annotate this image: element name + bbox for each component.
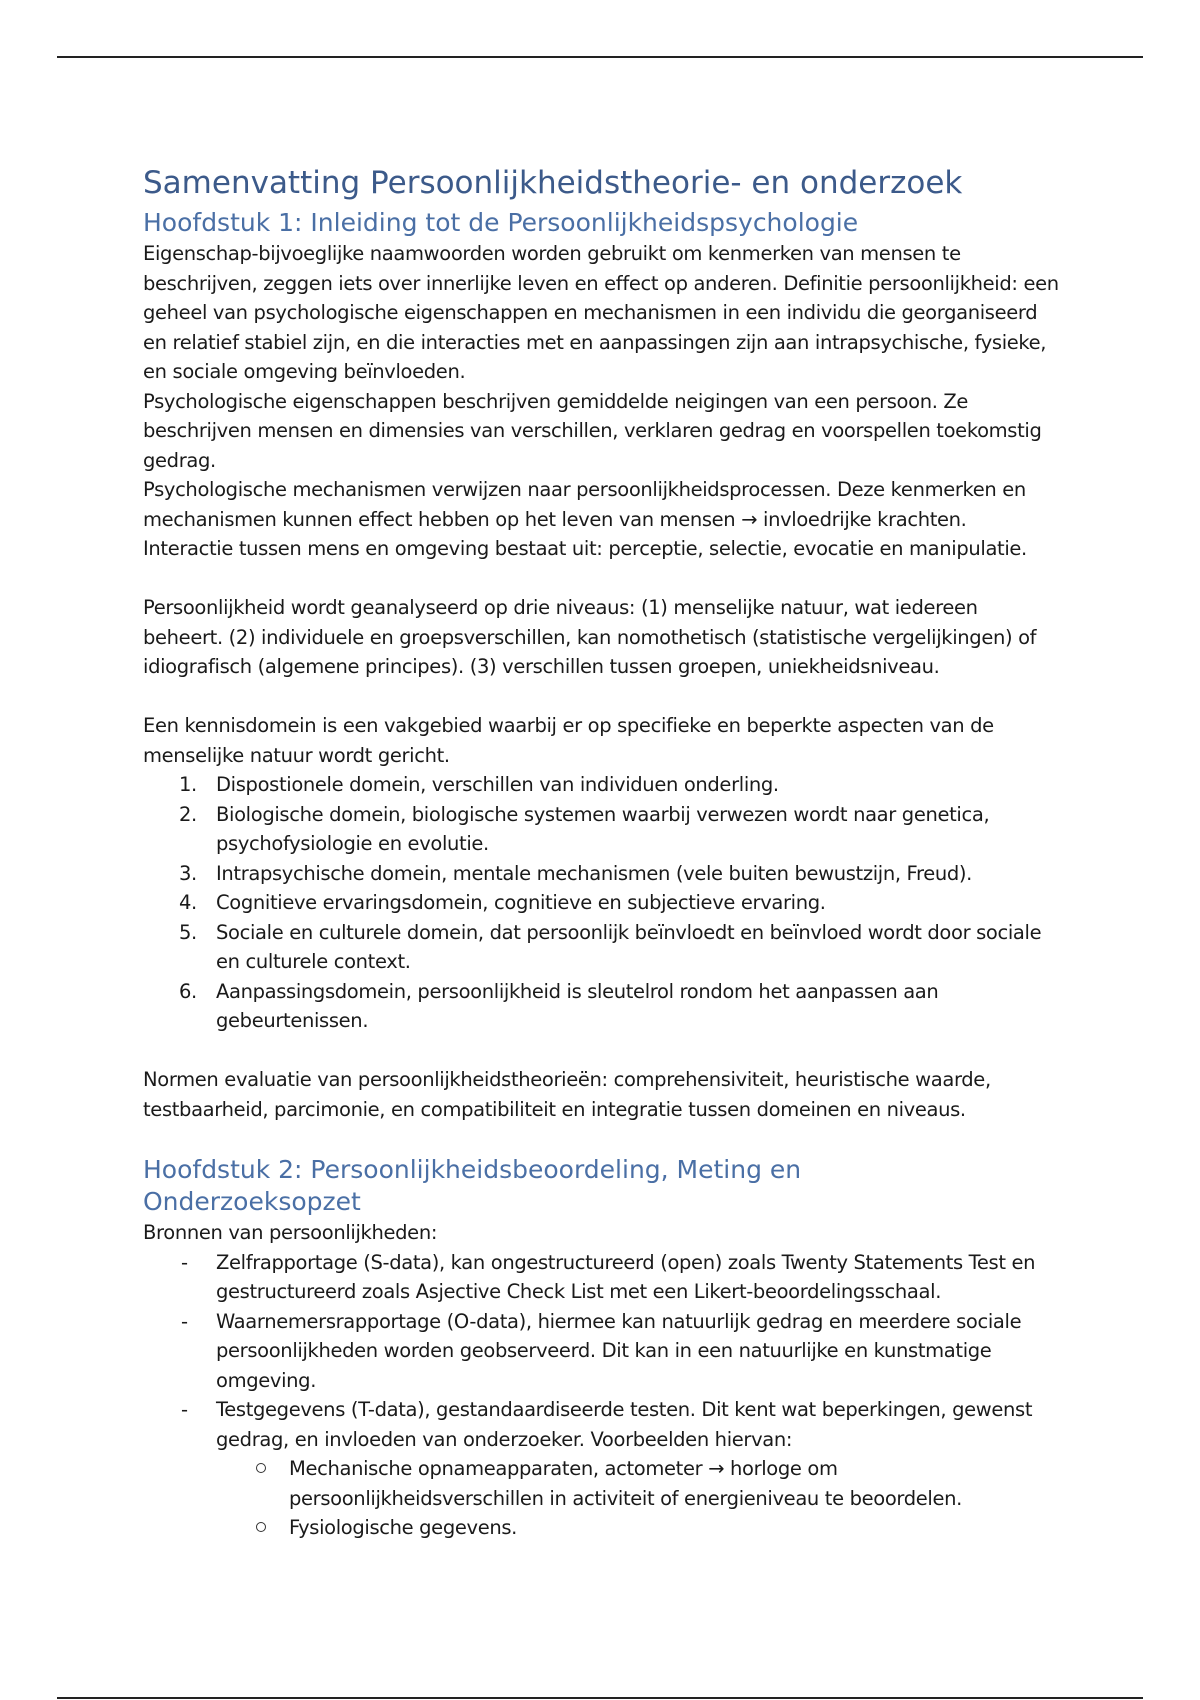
- list-item: [216, 1513, 1063, 1543]
- list-item-text: Aanpassingsdomein, persoonlijkheid is sleutelrol rondom het aanpassen aan gebeurtenissen.: [216, 979, 939, 1032]
- list-item-text: Zelfrapportage (S-data), kan ongestructureerd (open) zoals Twenty Statements Test en gestructureerd zoals Asjective Check List met een Likert-beoordelingsschaal.: [216, 1250, 1036, 1303]
- footer-rule: [57, 1697, 1143, 1699]
- list-item-text: Testgegevens (T-data), gestandaardiseerde testen. Dit kent wat beperkingen, gewenst gedrag, en invloeden van onderzoeker. Voorbeelden hiervan:: [216, 1398, 1033, 1451]
- chapter1-paragraph-domains-intro: Een kennisdomein is een vakgebied waarbij er op specifieke en beperkte aspecten van de menselijke natuur wordt gericht.: [143, 714, 994, 767]
- list-item: [143, 770, 1063, 800]
- list-item: [143, 1395, 1063, 1543]
- chapter2-paragraph-intro: Bronnen van persoonlijkheden:: [143, 1221, 438, 1244]
- chapter2-heading: Hoofdstuk 2: Persoonlijkheidsbeoordeling, Meting en Onderzoeksopzet: [143, 1155, 802, 1216]
- list-item-text: Fysiologische gegevens.: [289, 1516, 518, 1539]
- list-number: 5.: [179, 920, 197, 944]
- list-number: 6.: [179, 979, 197, 1003]
- circle-bullet-icon: [256, 1463, 266, 1473]
- list-number: 1.: [179, 773, 197, 796]
- list-number: 2.: [179, 802, 197, 826]
- chapter1-paragraph-levels: Persoonlijkheid wordt geanalyseerd op drie niveaus: (1) menselijke natuur, wat iedereen beheert. (2) individuele en groepsverschillen, kan nomothetisch (statistische vergelijkingen) of idiografisch (algemene principes). (3) verschillen tussen groepen, uniekheidsniveau.: [143, 596, 1037, 678]
- circle-bullet-icon: [256, 1522, 266, 1532]
- list-item: [143, 800, 1063, 859]
- chapter1-paragraph-traits: Psychologische eigenschappen beschrijven gemiddelde neigingen van een persoon. Ze beschrijven mensen en dimensies van verschillen, verklaren gedrag en voorspellen toekomstig gedrag.: [143, 389, 1042, 472]
- list-number: 4.: [179, 891, 197, 914]
- chapter1-paragraph-norms: Normen evaluatie van persoonlijkheidstheorieën: comprehensiviteit, heuristische waarde, testbaarheid, parcimonie, en compatibiliteit en integratie tussen domeinen en niveaus.: [143, 1068, 991, 1121]
- list-item: [143, 1307, 1063, 1396]
- dash-bullet: -: [181, 1250, 188, 1274]
- list-item: [216, 1454, 1063, 1513]
- dash-bullet: -: [181, 1398, 188, 1421]
- chapter1-paragraph-mechanisms: Psychologische mechanismen verwijzen naar persoonlijkheidsprocessen. Deze kenmerken en mechanismen kunnen effect hebben op het leven van mensen → invloedrijke krachten.: [143, 478, 1026, 531]
- chapter1-heading: Hoofdstuk 1: Inleiding tot de Persoonlijkheidspsychologie: [143, 208, 859, 237]
- examples-list: [216, 1454, 1063, 1543]
- list-item: [143, 918, 1063, 977]
- dash-bullet: -: [181, 1309, 188, 1333]
- sources-list: [143, 1248, 1063, 1543]
- list-item-text: Biologische domein, biologische systemen waarbij verwezen wordt naar genetica, psychofysiologie en evolutie.: [216, 802, 990, 855]
- list-item: [143, 1248, 1063, 1307]
- list-item-text: Cognitieve ervaringsdomein, cognitieve en subjectieve ervaring.: [216, 891, 826, 914]
- list-item-text: Mechanische opnameapparaten, actometer → horloge om persoonlijkheidsverschillen in activiteit of energieniveau te beoordelen.: [289, 1457, 962, 1510]
- list-item-text: Waarnemersrapportage (O-data), hiermee kan natuurlijk gedrag en meerdere sociale persoonlijkheden worden geobserveerd. Dit kan in een natuurlijke en kunstmatige omgeving.: [216, 1309, 1022, 1392]
- chapter1-paragraph-definition: Eigenschap-bijvoeglijke naamwoorden worden gebruikt om kenmerken van mensen te beschrijven, zeggen iets over innerlijke leven en effect op anderen. Definitie persoonlijkheid: een geheel van psychologische eigenschappen en mechanismen in een individu die georganiseerd en relatief stabiel zijn, en die interacties met en aanpassingen zijn aan intrapsychische, fysieke, en sociale omgeving beïnvloeden.: [143, 242, 1059, 383]
- chapter1-paragraph-interaction: Interactie tussen mens en omgeving bestaat uit: perceptie, selectie, evocatie en manipulatie.: [143, 537, 1027, 560]
- list-item-text: Dispostionele domein, verschillen van individuen onderling.: [216, 773, 779, 796]
- list-item: [143, 859, 1063, 889]
- document-body: [143, 163, 1063, 1543]
- list-item: [143, 888, 1063, 918]
- document-title: Samenvatting Persoonlijkheidstheorie- en onderzoek: [143, 165, 963, 201]
- list-item-text: Intrapsychische domein, mentale mechanismen (vele buiten bewustzijn, Freud).: [216, 861, 973, 885]
- list-number: 3.: [179, 861, 197, 885]
- list-item: [143, 977, 1063, 1036]
- header-rule: [57, 56, 1143, 58]
- list-item-text: Sociale en culturele domein, dat persoonlijk beïnvloedt en beïnvloed wordt door sociale en culturele context.: [216, 920, 1042, 973]
- domains-list: [143, 770, 1063, 1036]
